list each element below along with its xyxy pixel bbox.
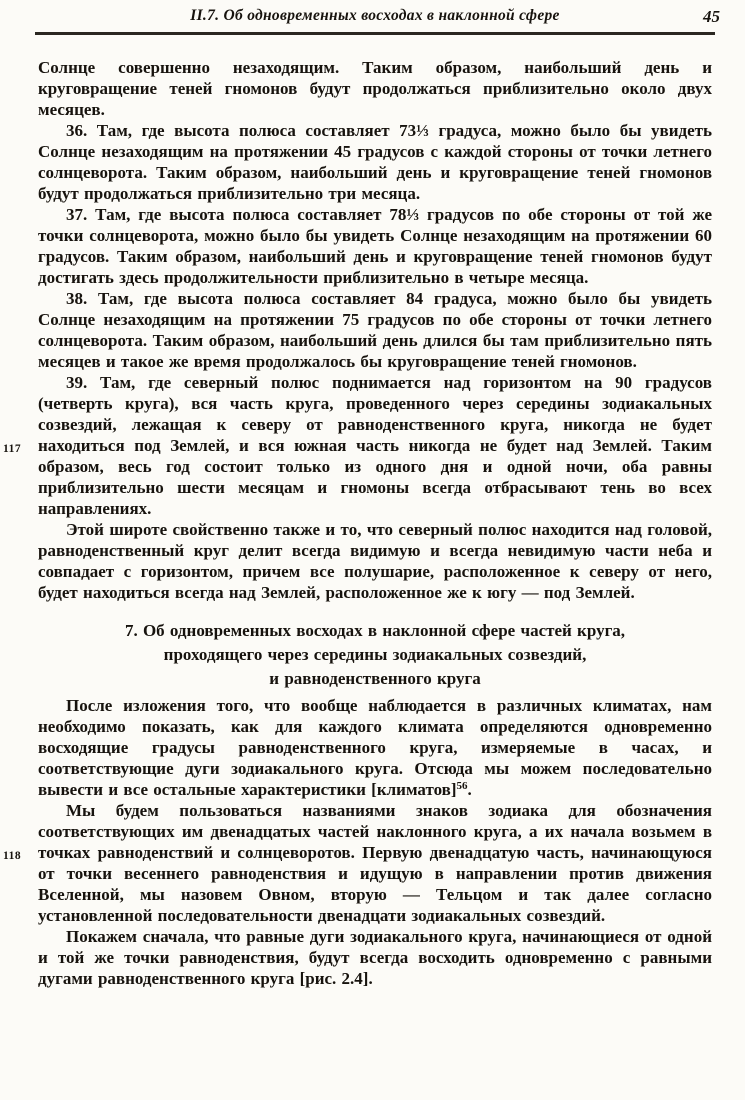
header-rule — [35, 32, 715, 35]
paragraph-text: Покажем сначала, что равные дуги зодиакального круга, начинающиеся от одной и той же точки равноденствия, будут всегда восходить одновременно с равными дугами равноденственного круга [рис. 2.4]. — [38, 927, 712, 988]
paragraph-text: 38. Там, где высота полюса составляет 84 градуса, можно было бы увидеть Солнце незаходящим на протяжении 75 градусов по обе стороны от точки летнего солнцеворота. Таким образом, наибольший день длился бы там приблизительно пять месяцев и такое же время продолжалось бы круговращение теней гномонов. — [38, 289, 712, 371]
paragraph-text: Этой широте свойственно также и то, что северный полюс находится над головой, равноденственный круг делит всегда видимую и всегда невидимую части неба и совпадает с горизонтом, причем все полушарие, расположенное к северу от него, будет находиться всегда над Землей, расположенное же к югу — под Землей. — [38, 520, 712, 602]
section-heading-line: и равноденственного круга — [269, 669, 481, 688]
paragraph-text: . — [467, 780, 472, 799]
paragraph-text: После изложения того, что вообще наблюдается в различных климатах, нам необходимо показать, как для каждого климата определяются одновременно восходящие градусы равноденственного круга, измеряемые в часах, и соответствующие дуги зодиакального круга. Отсюда мы можем последовательно вывести и все остальные характеристики [климатов] — [38, 696, 712, 799]
paragraph — [38, 695, 712, 800]
running-header — [38, 7, 720, 29]
section-heading — [38, 619, 712, 691]
paragraph — [38, 57, 712, 120]
margin-line-number: 117 — [3, 443, 22, 455]
page-number: 45 — [703, 7, 720, 26]
running-title: II.7. Об одновременных восходах в наклонной сфере — [190, 7, 560, 24]
paragraph — [3, 372, 712, 519]
section-heading-line: проходящего через середины зодиакальных созвездий, — [163, 645, 587, 664]
paragraph — [38, 120, 712, 204]
body-text — [3, 57, 712, 989]
paragraph-text: 39. Там, где северный полюс поднимается над горизонтом на 90 градусов (четверть круга), вся часть круга, проведенного через середины зодиакальных созвездий, лежащая к северу от равноденственного круга, никогда не будет находиться под Землей, и вся южная часть никогда не будет над Землей. Таким образом, весь год состоит только из одного дня и одной ночи, оба равны приблизительно шести месяцам и гномоны всегда отбрасывают тень во всех направлениях. — [38, 373, 712, 518]
paragraph — [38, 288, 712, 372]
paragraph — [38, 926, 712, 989]
paragraph — [38, 519, 712, 603]
paragraph-text: Мы будем пользоваться названиями знаков зодиака для обозначения соответствующих им двенадцатых частей наклонного круга, а их начала возьмем в точках равноденствий и солнцеворотов. Первую двенадцатую часть, начинающуюся от точки весеннего равноденствия и идущую в направлении против движения Вселенной, мы назовем Овном, вторую — Тельцом и так далее согласно установленной последовательности двенадцати зодиакальных созвездий. — [38, 801, 712, 925]
paragraph-text: 37. Там, где высота полюса составляет 78⅓ градусов по обе стороны от той же точки солнцеворота, можно было бы увидеть Солнце незаходящим на протяжении 60 градусов. Таким образом, наибольший день и круговращение теней гномонов будут достигать здесь продолжительности приблизительно в четыре месяца. — [38, 205, 712, 287]
paragraph — [38, 204, 712, 288]
paragraph-text: 36. Там, где высота полюса составляет 73⅓ градуса, можно было бы увидеть Солнце незаходящим на протяжении 45 градусов с каждой стороны от точки летнего солнцеворота. Таким образом, наибольший день и круговращение теней гномонов будут продолжаться приблизительно три месяца. — [38, 121, 712, 203]
footnote-reference: 56 — [456, 780, 468, 792]
section-heading-line: 7. Об одновременных восходах в наклонной сфере частей круга, — [124, 621, 626, 640]
paragraph-text: Солнце совершенно незаходящим. Таким образом, наибольший день и круговращение теней гномонов будут продолжаться приблизительно около двух месяцев. — [38, 58, 712, 119]
margin-line-number: 118 — [3, 850, 22, 862]
paragraph — [3, 800, 712, 926]
